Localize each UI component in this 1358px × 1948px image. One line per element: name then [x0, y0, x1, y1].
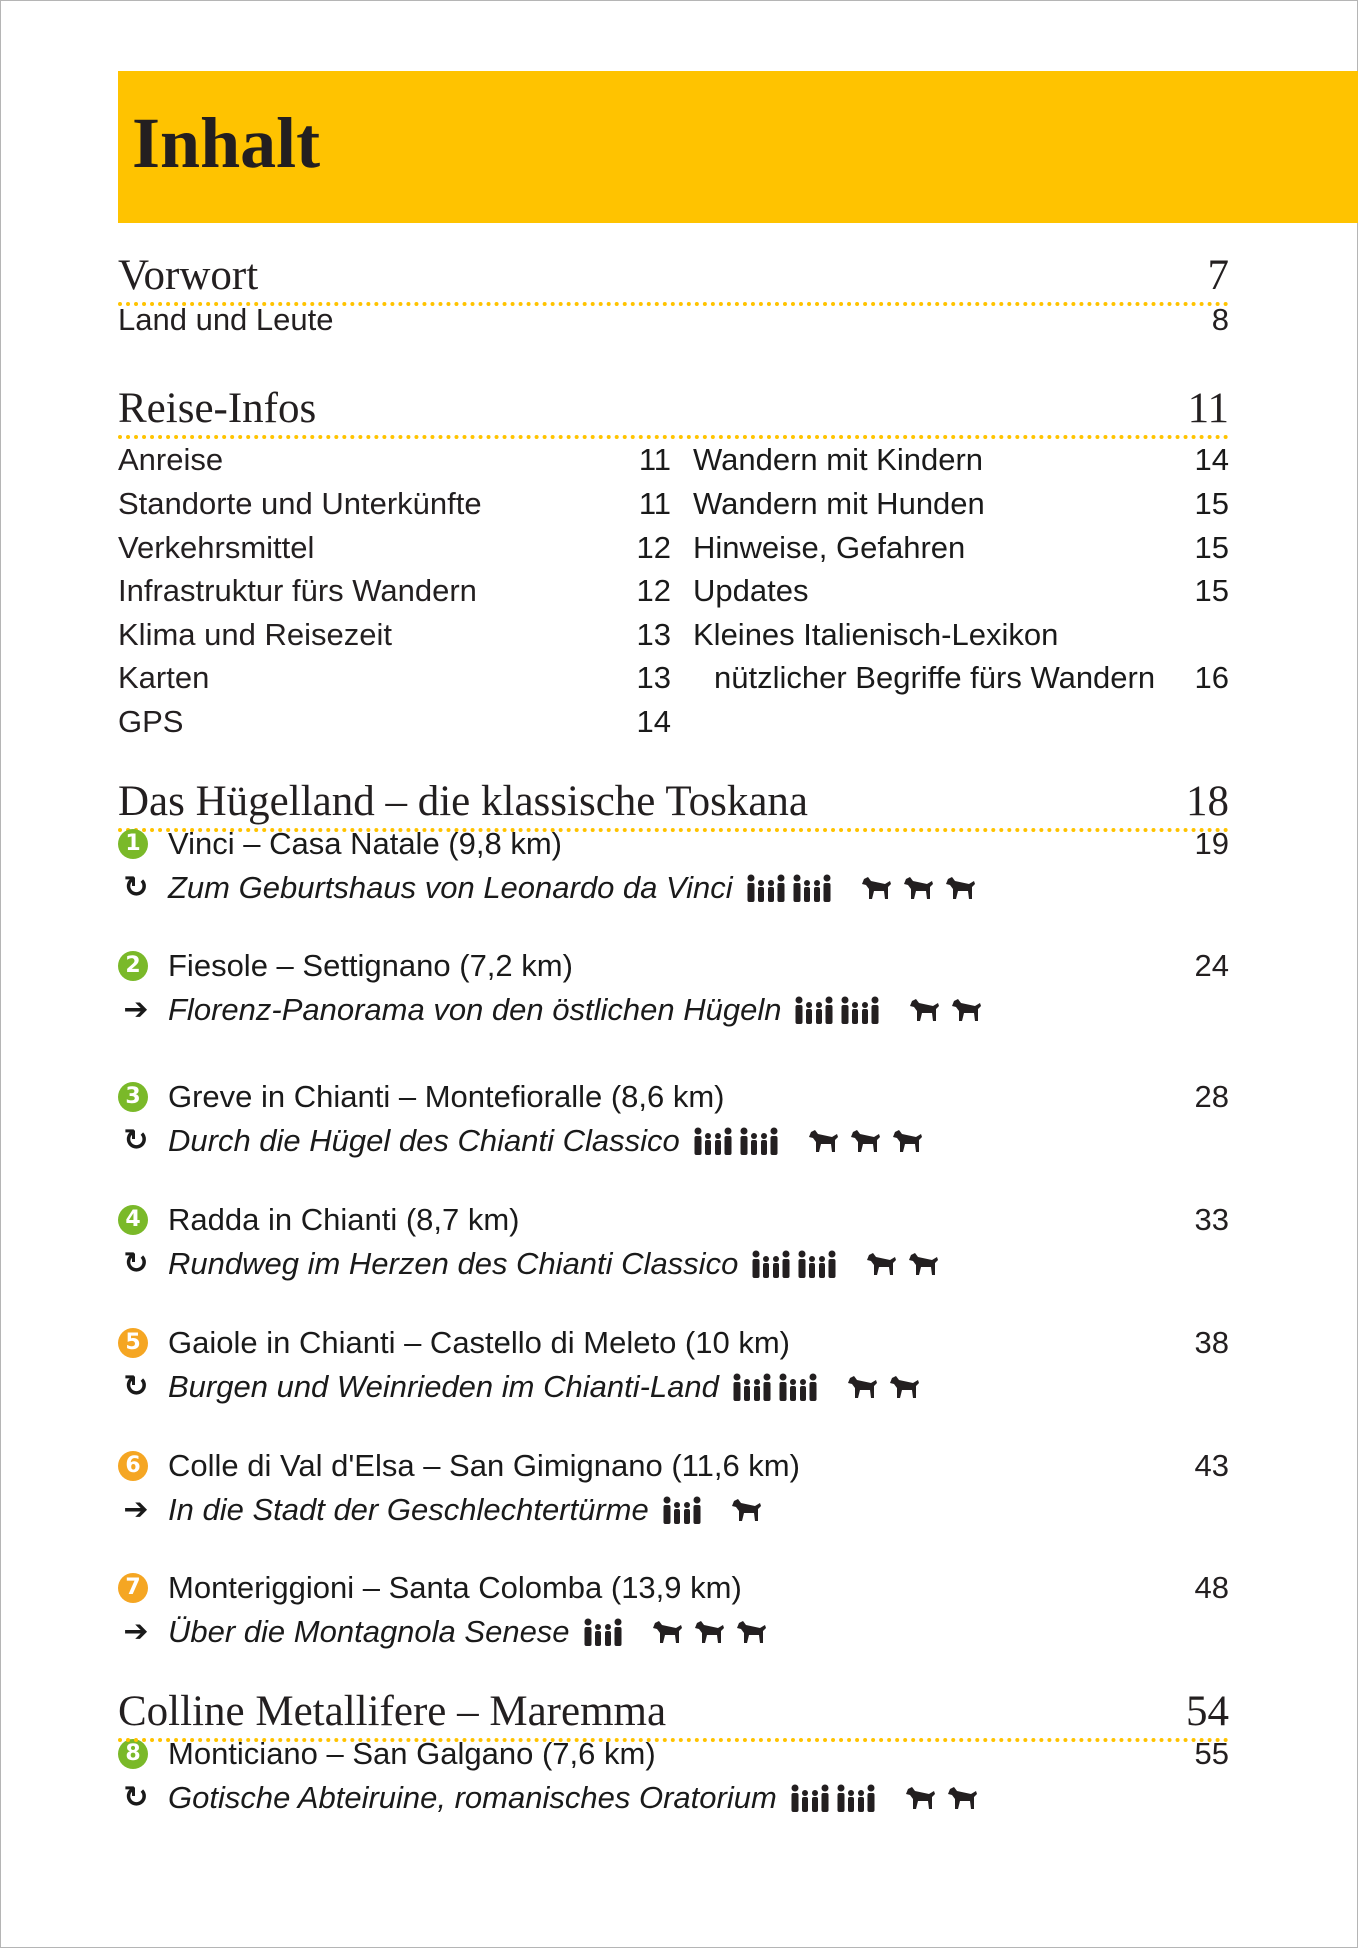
family-icon	[750, 1249, 792, 1279]
toc-entry-page: 12	[636, 573, 671, 608]
family-icon	[777, 1372, 819, 1402]
tour-subtitle: Rundweg im Herzen des Chianti Classico	[168, 1246, 739, 1281]
section-page: 7	[1207, 252, 1229, 299]
header-bar	[118, 71, 1358, 223]
dog-icon	[847, 1374, 879, 1400]
tour-title[interactable]: Colle di Val d'Elsa – San Gimignano (11,6 km)	[168, 1448, 800, 1483]
difficulty-icons	[789, 1783, 979, 1813]
section-title: Vorwort	[118, 252, 259, 299]
dog-icon	[652, 1619, 684, 1645]
family-icon	[796, 1249, 838, 1279]
tour-title[interactable]: Radda in Chianti (8,7 km)	[168, 1202, 520, 1237]
tour-number-badge: 5	[118, 1328, 148, 1358]
toc-entry-page: 13	[636, 617, 671, 652]
tour-title[interactable]: Vinci – Casa Natale (9,8 km)	[168, 826, 562, 861]
tour-page: 55	[1194, 1736, 1229, 1771]
difficulty-icons	[745, 873, 977, 903]
family-icon	[793, 995, 835, 1025]
tour-subtitle-row	[168, 1121, 924, 1161]
tour-number-badge: 1	[118, 829, 148, 859]
tour-subtitle-row	[168, 1244, 940, 1284]
difficulty-icons	[661, 1495, 763, 1525]
tour-title[interactable]: Monticiano – San Galgano (7,6 km)	[168, 1736, 656, 1771]
difficulty-icons	[750, 1249, 940, 1279]
family-icon	[582, 1617, 624, 1647]
toc-entry-standorte[interactable]: Standorte und Unterkünfte	[118, 486, 482, 521]
section-title: Colline Metallifere – Maremma	[118, 1688, 667, 1735]
section-reise-infos[interactable]	[118, 383, 1229, 439]
toc-entry-anreise[interactable]: Anreise	[118, 442, 224, 477]
tour-title[interactable]: Greve in Chianti – Montefioralle (8,6 km)	[168, 1079, 725, 1114]
family-icon	[692, 1126, 734, 1156]
toc-entry-infrastruktur[interactable]: Infrastruktur fürs Wandern	[118, 573, 477, 608]
toc-entry-page: 11	[638, 442, 671, 477]
toc-entry-page: 16	[1194, 660, 1229, 695]
toc-entry-page: 12	[636, 530, 671, 565]
dog-icon	[866, 1251, 898, 1277]
difficulty-icons	[793, 995, 983, 1025]
tour-page: 48	[1194, 1570, 1229, 1605]
difficulty-icons	[692, 1126, 924, 1156]
loop-route-icon: ↻	[123, 870, 149, 905]
dog-icon	[736, 1619, 768, 1645]
section-colline-metallifere[interactable]	[118, 1686, 1229, 1742]
page-title: Inhalt	[132, 103, 321, 183]
toc-entry-updates[interactable]: Updates	[693, 573, 809, 608]
tour-subtitle-row	[168, 1778, 979, 1818]
section-page: 54	[1186, 1688, 1229, 1735]
tour-number-badge: 2	[118, 951, 148, 981]
toc-entry-page: 13	[636, 660, 671, 695]
family-icon	[745, 873, 787, 903]
tour-number-badge: 3	[118, 1082, 148, 1112]
tour-title[interactable]: Fiesole – Settignano (7,2 km)	[168, 948, 573, 983]
toc-entry-page: 11	[638, 486, 671, 521]
section-title: Reise-Infos	[118, 385, 317, 432]
family-icon	[661, 1495, 703, 1525]
toc-entry-page: 14	[636, 704, 671, 739]
dog-icon	[892, 1128, 924, 1154]
dog-icon	[908, 1251, 940, 1277]
tour-subtitle: In die Stadt der Geschlechtertürme	[168, 1492, 649, 1527]
family-icon	[835, 1783, 877, 1813]
toc-entry-gps[interactable]: GPS	[118, 704, 184, 739]
dog-icon	[861, 875, 893, 901]
tour-subtitle-row	[168, 1612, 768, 1652]
dog-icon	[808, 1128, 840, 1154]
toc-entry-page: 15	[1194, 530, 1229, 565]
loop-route-icon: ↻	[123, 1369, 149, 1404]
toc-entry-lexikon-cont[interactable]: nützlicher Begriffe fürs Wandern	[714, 660, 1156, 695]
loop-route-icon: ↻	[123, 1123, 149, 1158]
tour-title[interactable]: Monteriggioni – Santa Colomba (13,9 km)	[168, 1570, 742, 1605]
toc-entry-wandern-hunden[interactable]: Wandern mit Hunden	[693, 486, 985, 521]
one-way-route-icon: ➔	[123, 1614, 149, 1649]
section-page: 11	[1187, 385, 1229, 432]
toc-entry-wandern-kindern[interactable]: Wandern mit Kindern	[693, 442, 984, 477]
toc-entry-verkehrsmittel[interactable]: Verkehrsmittel	[118, 530, 315, 565]
section-title: Das Hügelland – die klassische Toskana	[118, 778, 809, 825]
one-way-route-icon: ➔	[123, 992, 149, 1027]
tour-subtitle-row	[168, 1490, 763, 1530]
tour-page: 33	[1194, 1202, 1229, 1237]
dog-icon	[731, 1497, 763, 1523]
tour-number-badge: 6	[118, 1451, 148, 1481]
tour-subtitle: Durch die Hügel des Chianti Classico	[168, 1123, 680, 1158]
family-icon	[738, 1126, 780, 1156]
tour-page: 38	[1194, 1325, 1229, 1360]
tour-page: 24	[1194, 948, 1229, 983]
toc-entry-karten[interactable]: Karten	[118, 660, 210, 695]
dog-icon	[905, 1785, 937, 1811]
tour-page: 43	[1194, 1448, 1229, 1483]
tour-number-badge: 4	[118, 1205, 148, 1235]
section-vorwort[interactable]	[118, 250, 1229, 306]
tour-title[interactable]: Gaiole in Chianti – Castello di Meleto (10 km)	[168, 1325, 790, 1360]
dog-icon	[889, 1374, 921, 1400]
tour-page: 19	[1194, 826, 1229, 861]
section-page: 18	[1186, 778, 1229, 825]
loop-route-icon: ↻	[123, 1246, 149, 1281]
toc-entry-page: 8	[1211, 302, 1229, 337]
tour-subtitle-row	[168, 868, 977, 908]
toc-entry-lexikon[interactable]: Kleines Italienisch-Lexikon	[693, 617, 1059, 652]
toc-entry-page: 15	[1194, 486, 1229, 521]
toc-entry-hinweise[interactable]: Hinweise, Gefahren	[693, 530, 966, 565]
toc-entry-klima[interactable]: Klima und Reisezeit	[118, 617, 392, 652]
dog-icon	[945, 875, 977, 901]
tour-number-badge: 7	[118, 1573, 148, 1603]
tour-subtitle-row	[168, 990, 983, 1030]
family-icon	[839, 995, 881, 1025]
tour-number-badge: 8	[118, 1739, 148, 1769]
family-icon	[731, 1372, 773, 1402]
difficulty-icons	[582, 1617, 768, 1647]
family-icon	[791, 873, 833, 903]
tour-subtitle: Burgen und Weinrieden im Chianti-Land	[168, 1369, 719, 1404]
toc-entry-land-und-leute[interactable]: Land und Leute	[118, 302, 334, 337]
toc-entry-page: 15	[1194, 573, 1229, 608]
difficulty-icons	[731, 1372, 921, 1402]
tour-subtitle: Gotische Abteiruine, romanisches Oratorium	[168, 1780, 777, 1815]
tour-page: 28	[1194, 1079, 1229, 1114]
family-icon	[789, 1783, 831, 1813]
loop-route-icon: ↻	[123, 1780, 149, 1815]
dog-icon	[850, 1128, 882, 1154]
dog-icon	[909, 997, 941, 1023]
dog-icon	[947, 1785, 979, 1811]
tour-subtitle: Zum Geburtshaus von Leonardo da Vinci	[168, 870, 733, 905]
toc-entry-page: 14	[1194, 442, 1229, 477]
tour-subtitle: Florenz-Panorama von den östlichen Hügeln	[168, 992, 782, 1027]
tour-subtitle: Über die Montagnola Senese	[168, 1614, 570, 1649]
tour-subtitle-row	[168, 1367, 921, 1407]
dog-icon	[951, 997, 983, 1023]
one-way-route-icon: ➔	[123, 1492, 149, 1527]
dog-icon	[903, 875, 935, 901]
dog-icon	[694, 1619, 726, 1645]
